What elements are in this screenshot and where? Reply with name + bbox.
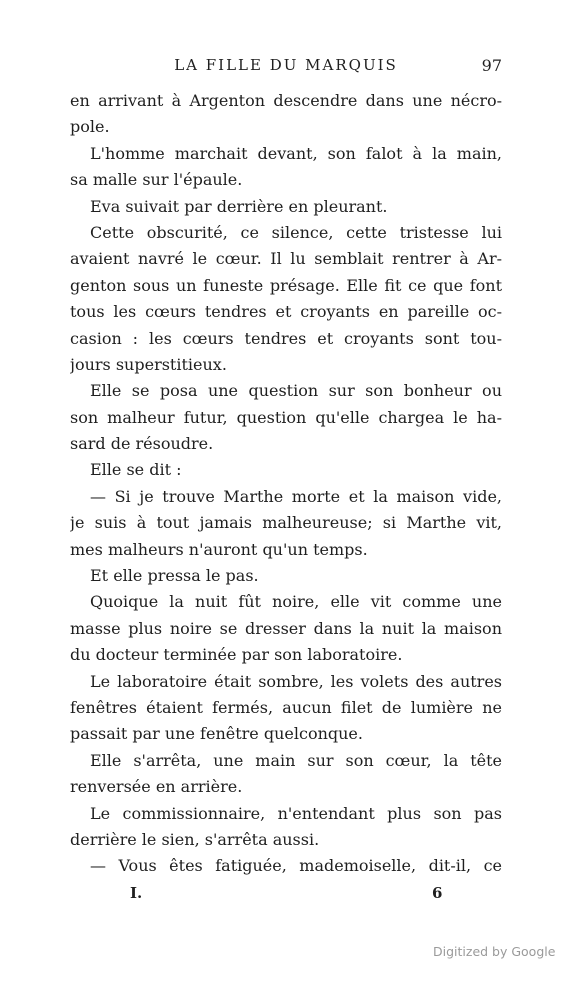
text-line: jours superstitieux. [70,354,227,374]
text-line: sard de résoudre. [70,434,214,454]
text-line: L'homme marchait devant, son falot à la main, [90,143,502,163]
text-line: Elle se posa une question sur son bonheur ou [90,381,502,401]
text-line: avaient navré le cœur. Il lu semblait rentrer à Ar- [70,249,502,269]
text-line: en arrivant à Argenton descendre dans une nécro- [70,91,502,110]
digitization-watermark: Digitized by Google [433,944,556,959]
page-number: 97 [481,56,502,75]
text-line: passait par une fenêtre quelconque. [70,724,363,744]
text-line: — Si je trouve Marthe morte et la maison vide, [90,486,502,506]
text-line: mes malheurs n'auront qu'un temps. [70,539,368,559]
text-line: fenêtres étaient fermés, aucun filet de lumière ne [70,697,502,717]
text-line: du docteur terminée par son laboratoire. [70,645,403,665]
text-line: renversée en arrière. [70,777,243,797]
text-line: — Vous êtes fatiguée, mademoiselle, dit-il, ce [90,856,502,876]
running-head [70,56,502,80]
text-line: Elle s'arrêta, une main sur son cœur, la tête [90,750,502,770]
text-line: derrière le sien, s'arrêta aussi. [70,829,320,849]
signature-mark-right: 6 [432,884,443,902]
text-line: casion : les cœurs tendres et croyants sont tou- [70,328,502,348]
text-line: masse plus noire se dresser dans la nuit la maison [70,618,502,638]
text-line: Eva suivait par derrière en pleurant. [90,196,388,216]
body-text [70,88,502,880]
text-line: son malheur futur, question qu'elle chargea le ha- [70,407,502,427]
text-line: Cette obscurité, ce silence, cette tristesse lui [90,222,502,242]
text-line: sa malle sur l'épaule. [70,170,243,190]
text-line: genton sous un funeste présage. Elle fit ce que font [70,275,502,295]
text-line: Quoique la nuit fût noire, elle vit comme une [90,592,502,612]
text-line: je suis à tout jamais malheureuse; si Marthe vit, [70,513,502,533]
running-head-title: LA FILLE DU MARQUIS [174,56,398,74]
text-line: tous les cœurs tendres et croyants en pareille oc- [70,302,502,322]
signature-mark-left: I. [130,884,143,902]
text-line: Le laboratoire était sombre, les volets des autres [90,671,502,691]
text-line: Et elle pressa le pas. [90,566,259,586]
text-line: pole. [70,117,110,137]
text-line: Elle se dit : [90,460,182,480]
text-line: Le commissionnaire, n'entendant plus son pas [90,803,502,823]
